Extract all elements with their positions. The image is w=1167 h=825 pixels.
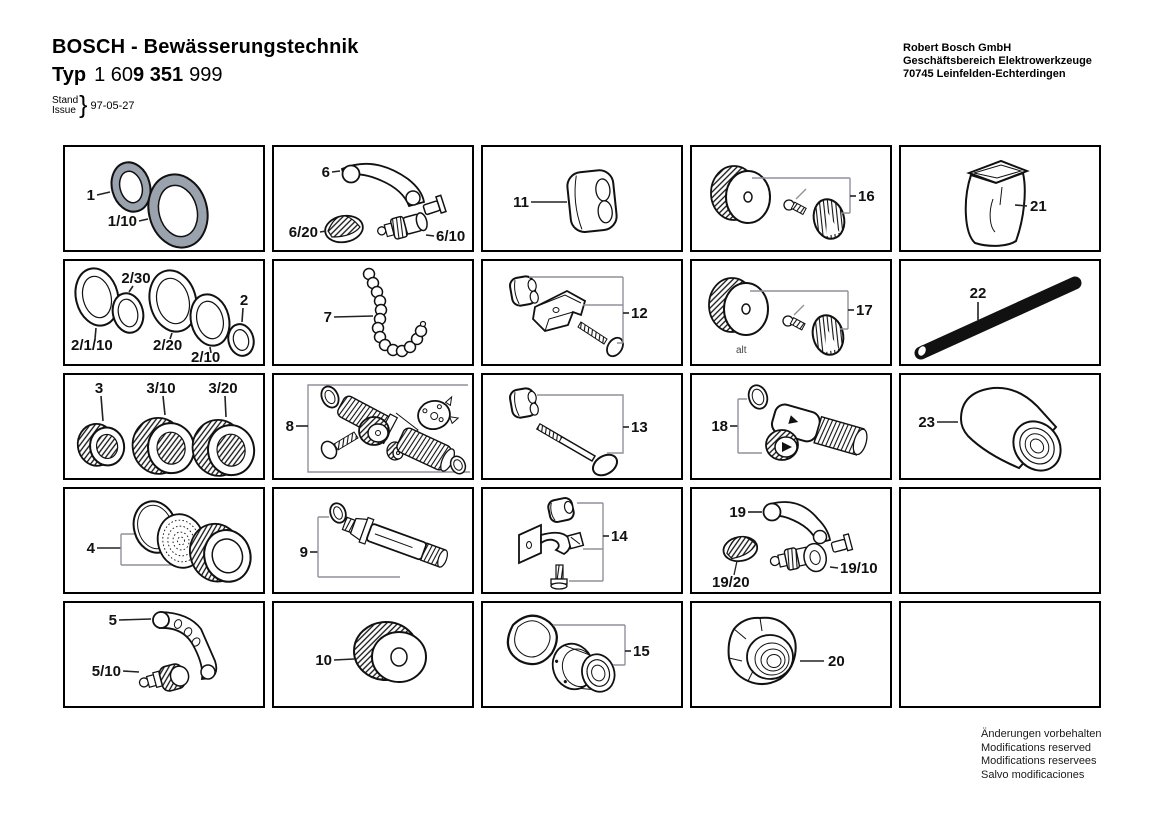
revision-date: 97-05-27	[90, 99, 135, 112]
strainer	[323, 213, 365, 245]
part-label: 3	[94, 380, 104, 397]
o-ring-large	[140, 168, 215, 250]
knurled-fitting	[137, 661, 191, 698]
notice-line-de: Änderungen vorbehalten	[981, 728, 1102, 740]
part-drawing-8	[274, 375, 472, 478]
part-label: 10	[315, 652, 332, 669]
company-block	[903, 42, 1092, 81]
bead-chain	[364, 269, 427, 357]
o-ring	[746, 383, 771, 411]
revision-brace: }	[79, 91, 88, 119]
parts-cell-r3c2	[272, 373, 474, 480]
parts-cell-r5c3	[481, 601, 683, 708]
part-label: 15	[633, 643, 650, 660]
notice-line-fr: Modifications reservees	[981, 755, 1097, 767]
parts-cell-r1c1	[63, 145, 265, 252]
part-label: 2/30	[121, 270, 151, 287]
screw	[578, 322, 626, 359]
cap	[509, 387, 539, 419]
lever-arm	[342, 164, 446, 218]
knurled-wheel	[711, 166, 770, 223]
parts-cell-r1c4	[690, 145, 892, 252]
cone-sleeve	[961, 388, 1070, 478]
parts-cell-r5c2	[272, 601, 474, 708]
flanged-bushing	[547, 633, 619, 704]
part-label: 16	[858, 188, 875, 205]
type-number-part3: 999	[189, 64, 223, 86]
screw	[784, 200, 806, 214]
part-label: 14	[611, 528, 628, 545]
part-label: 2	[239, 292, 249, 309]
perforated-flange	[415, 397, 459, 432]
part-drawing-23	[901, 375, 1099, 478]
parts-cell-r3c4	[690, 373, 892, 480]
part-drawing-22	[901, 261, 1099, 364]
parts-cell-r5c1	[63, 601, 265, 708]
part-drawing-12	[483, 261, 681, 364]
screw	[318, 432, 358, 461]
knurled-cap-small	[75, 420, 127, 469]
revision-block	[52, 91, 359, 120]
type-number-part2: 9 351	[133, 64, 184, 86]
screw	[551, 565, 567, 589]
part-label: 12	[631, 305, 648, 322]
part-label: 11	[513, 194, 529, 211]
part-label: 5	[108, 612, 117, 629]
knurled-cap-large	[189, 415, 257, 478]
company-division: Geschäftsbereich Elektrowerkzeuge	[903, 55, 1092, 67]
knurled-wheel	[766, 430, 798, 460]
document-header	[52, 36, 359, 120]
part-drawing-13	[483, 375, 681, 478]
parts-cell-r2c3	[481, 259, 683, 366]
part-label: 20	[828, 653, 845, 670]
screw	[783, 316, 805, 330]
o-ring	[318, 384, 342, 411]
notice-line-en: Modifications reserved	[981, 741, 1092, 754]
part-label: 18	[711, 418, 728, 435]
part-label: 19/10	[840, 560, 878, 577]
part-drawing-3	[65, 375, 263, 478]
part-label: 4	[86, 540, 95, 557]
part-drawing-2	[65, 261, 263, 364]
parts-cell-r3c3	[481, 373, 683, 480]
knurled-knob	[354, 622, 426, 682]
connector	[769, 542, 829, 581]
cap	[547, 497, 575, 524]
part-label: 19	[729, 504, 746, 521]
type-number-part1: 1 60	[94, 64, 134, 86]
parts-cell-r1c3	[481, 145, 683, 252]
part-label: 19/20	[712, 574, 750, 591]
part-drawing-19	[692, 489, 890, 592]
notice-line-es: Salvo modificaciones	[981, 768, 1085, 781]
part-label: 3/20	[208, 380, 238, 397]
parts-cell-r5c4	[690, 601, 892, 708]
part-label: 7	[323, 309, 332, 326]
part-label: 6/10	[436, 228, 466, 245]
part-label: 17	[856, 302, 873, 319]
part-label: 9	[299, 544, 308, 561]
parts-cell-r1c5	[899, 145, 1101, 252]
part-label: 2/10	[191, 349, 221, 364]
threaded-spindle	[340, 511, 450, 572]
part-label: 6	[321, 164, 330, 181]
part-label: 5/10	[91, 663, 121, 680]
cap	[509, 275, 539, 307]
parts-grid	[63, 145, 1101, 708]
parts-cell-r2c5	[899, 259, 1101, 366]
cover-disc	[809, 312, 848, 358]
clamp-bracket	[533, 291, 585, 331]
part-label: 1/10	[107, 213, 137, 230]
part-label: 2/1/10	[71, 337, 113, 354]
parts-cell-r4c3	[481, 487, 683, 594]
part-label: 8	[285, 418, 294, 435]
part-drawing-1	[65, 147, 263, 250]
parts-cell-r4c2	[272, 487, 474, 594]
company-address: 70745 Leinfelden-Echterdingen	[903, 68, 1066, 80]
hose-tube	[916, 283, 1075, 358]
part-label: 3/10	[146, 380, 176, 397]
revision-label-de: Stand	[52, 94, 79, 106]
knurled-wheel	[709, 278, 768, 335]
connector	[376, 210, 430, 243]
type-number-line	[52, 64, 359, 87]
parts-cell-r2c2	[272, 259, 474, 366]
part-drawing-16	[692, 147, 890, 250]
part-drawing-21	[901, 147, 1099, 250]
part-label: 1	[86, 187, 95, 204]
part-label: 6/20	[288, 224, 318, 241]
part-drawing-9	[274, 489, 472, 592]
part-drawing-15	[483, 603, 681, 706]
parts-cell-r5c5-empty	[899, 601, 1101, 708]
modification-notices	[981, 728, 1101, 782]
part-label: 21	[1030, 198, 1047, 215]
revision-label-en: Issue	[52, 104, 76, 116]
parts-cell-r1c2	[272, 145, 474, 252]
parts-cell-r3c5	[899, 373, 1101, 480]
part-drawing-17	[692, 261, 890, 364]
collection-bag	[966, 161, 1027, 246]
parts-cell-r2c1	[63, 259, 265, 366]
wall-bracket-hook	[519, 525, 583, 563]
part-label: 23	[918, 414, 935, 431]
alt-variant-label: alt	[736, 345, 747, 356]
part-label: 22	[969, 285, 987, 302]
part-drawing-7	[274, 261, 472, 364]
part-drawing-4	[65, 489, 263, 592]
part-label: 2/20	[153, 337, 183, 354]
part-label: 13	[631, 419, 648, 436]
parts-cell-r4c5-empty	[899, 487, 1101, 594]
part-drawing-6	[274, 147, 472, 250]
parts-cell-r4c4	[690, 487, 892, 594]
part-drawing-20	[692, 603, 890, 706]
knurled-cap-medium	[129, 413, 197, 478]
page-title: BOSCH - Bewässerungstechnik	[52, 36, 359, 58]
revision-labels	[52, 96, 78, 116]
parts-cell-r2c4	[690, 259, 892, 366]
scalloped-knob	[729, 618, 796, 684]
part-drawing-18	[692, 375, 890, 478]
company-name: Robert Bosch GmbH	[903, 42, 1012, 54]
part-drawing-5	[65, 603, 263, 706]
type-label: Typ	[52, 64, 87, 86]
seal-ring	[508, 616, 557, 664]
part-drawing-14	[483, 489, 681, 592]
cover-disc	[810, 196, 849, 242]
threaded-body-rear	[395, 426, 458, 474]
gear-wheel	[359, 417, 389, 445]
long-screw	[537, 424, 621, 478]
parts-cell-r3c1	[63, 373, 265, 480]
sleeve-housing	[566, 169, 618, 233]
part-drawing-10	[274, 603, 472, 706]
part-drawing-11	[483, 147, 681, 250]
strainer	[722, 534, 760, 564]
parts-cell-r4c1	[63, 487, 265, 594]
